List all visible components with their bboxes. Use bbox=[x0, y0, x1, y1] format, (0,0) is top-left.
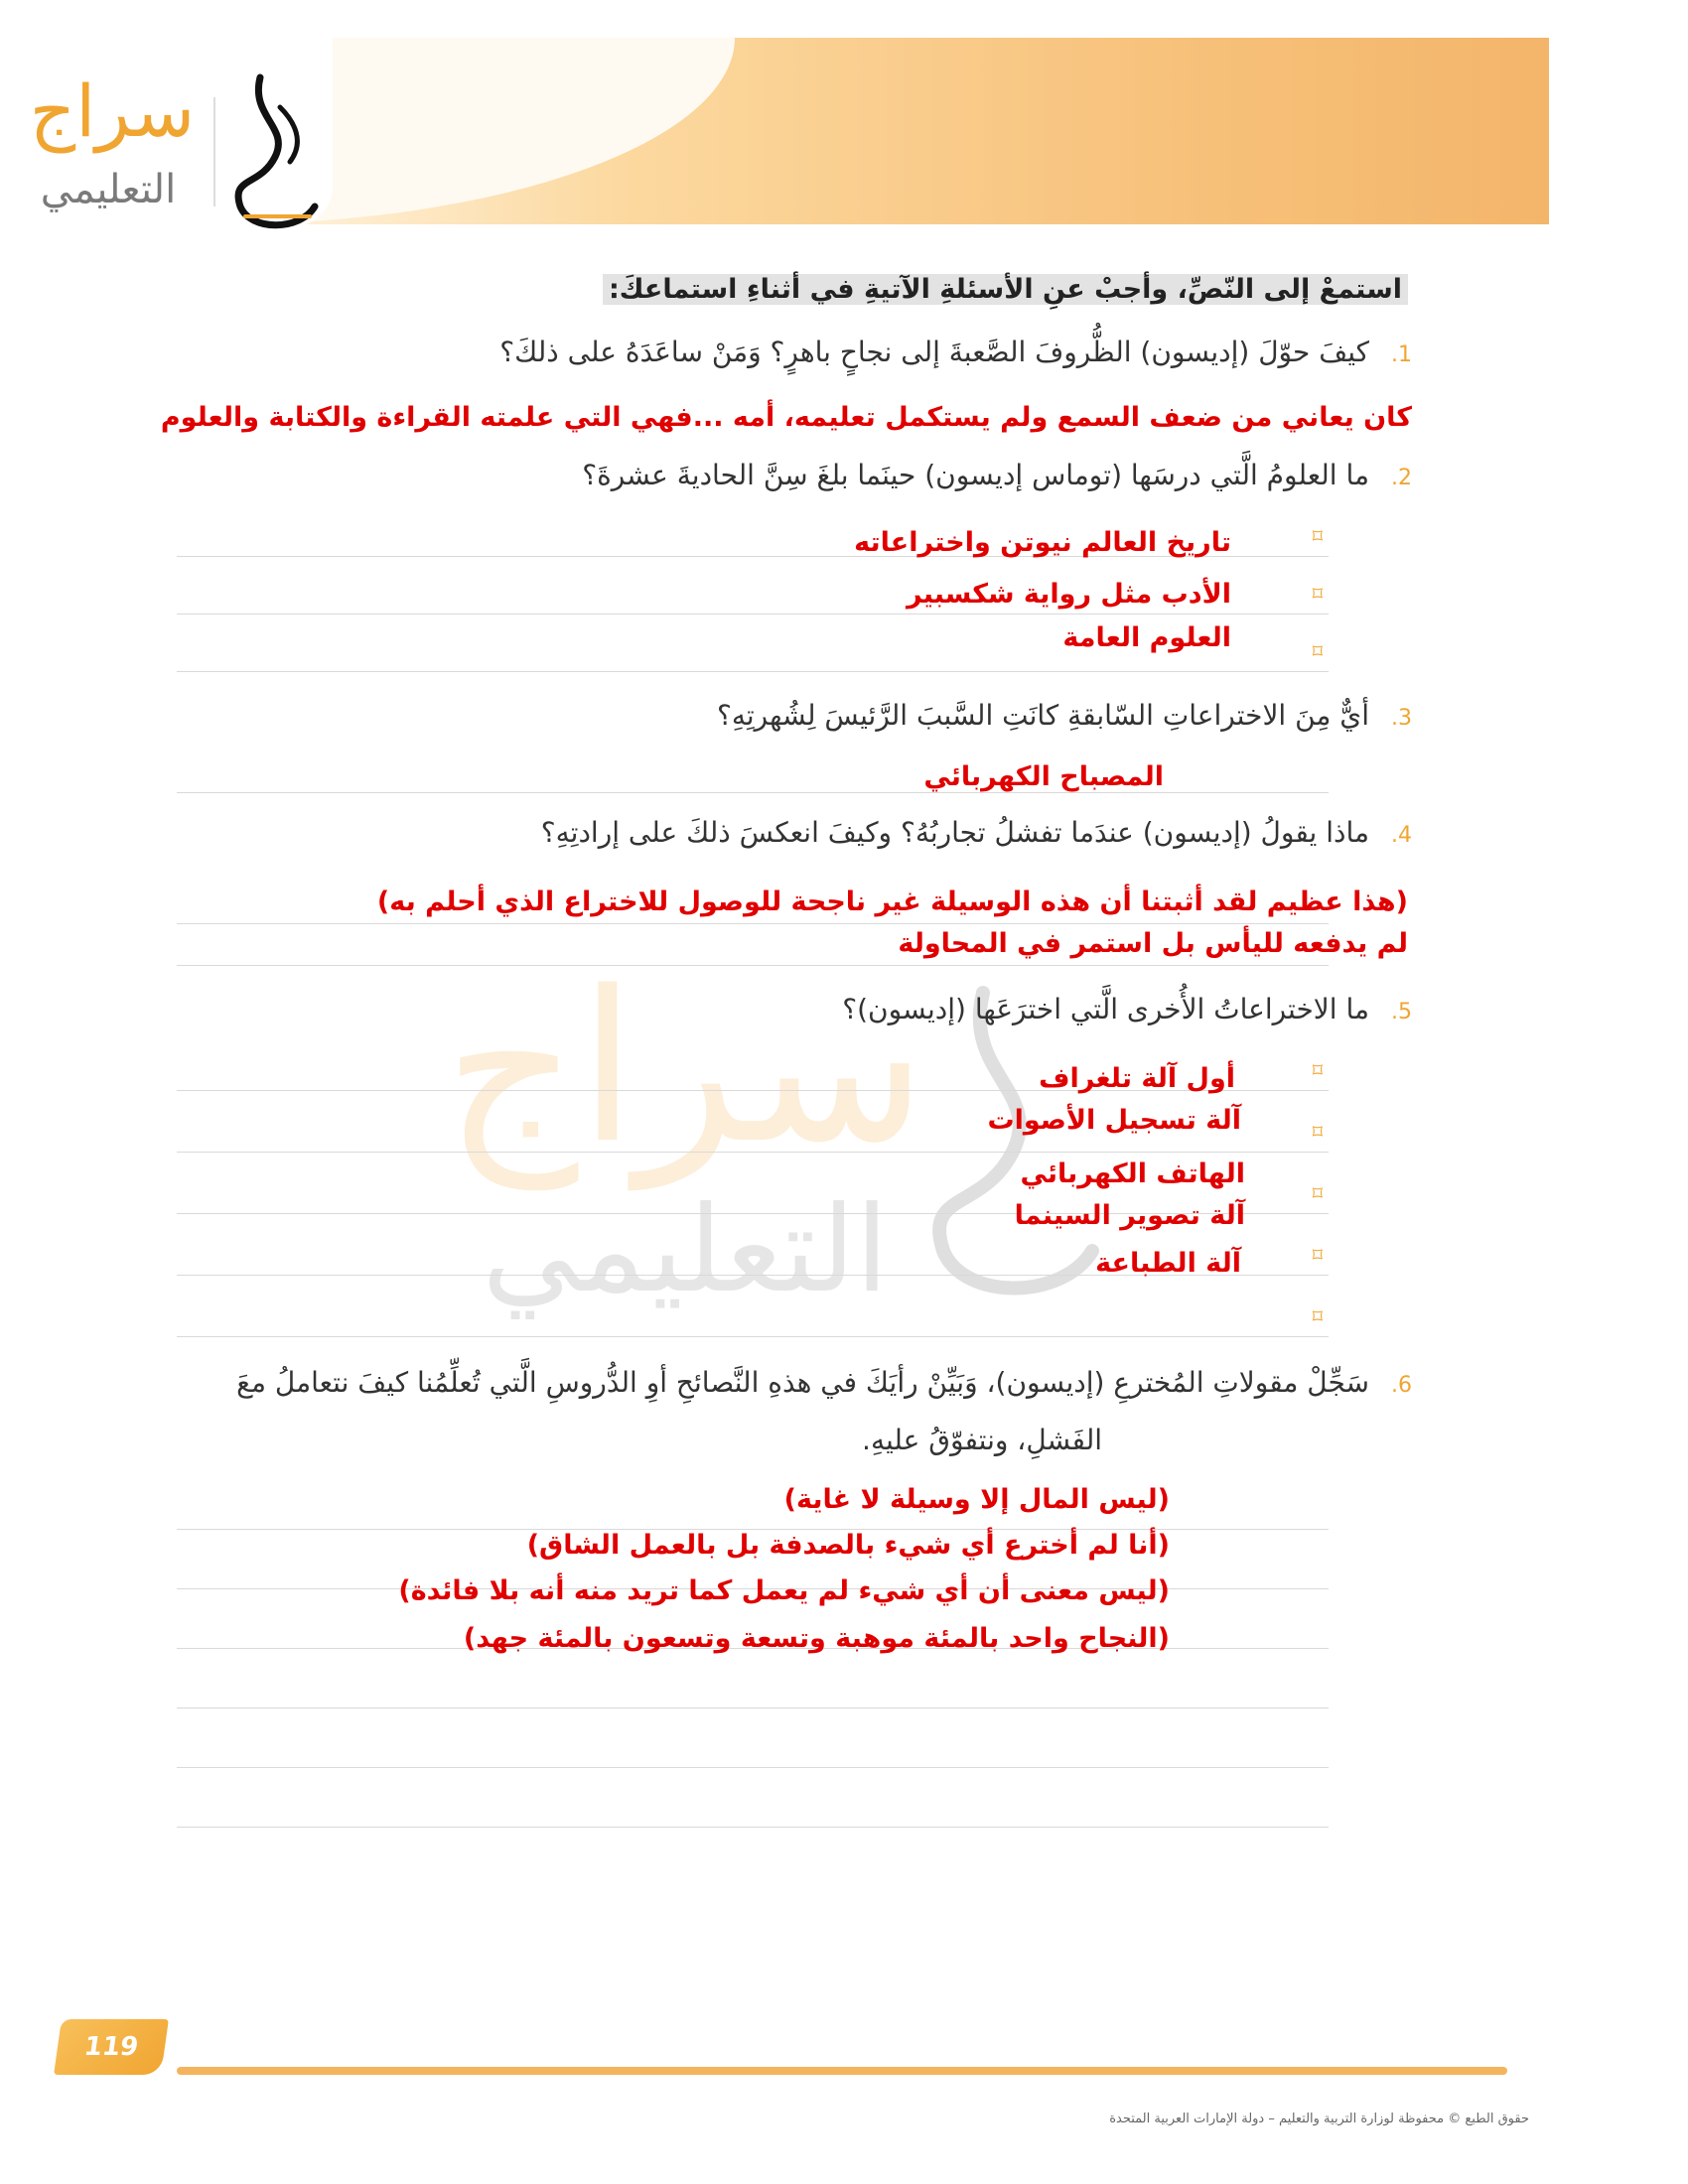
ruled-line bbox=[177, 1152, 1329, 1153]
copyright-text: حقوق الطبع © محفوظة لوزارة التربية والتعليم – دولة الإمارات العربية المتحدة bbox=[1109, 2112, 1529, 2126]
page-number-badge: 119 bbox=[54, 2019, 169, 2075]
question-1 bbox=[499, 336, 1412, 368]
question-number: 5. bbox=[1391, 1000, 1412, 1024]
logo bbox=[0, 28, 333, 226]
answer-5-item: آلة تصوير السينما bbox=[1014, 1200, 1245, 1231]
answer-5-item: آلة الطباعة bbox=[1095, 1248, 1241, 1279]
watermark-brand-small: التعليمي bbox=[482, 1181, 889, 1319]
answer-1: كان يعاني من ضعف السمع ولم يستكمل تعليمه، أمه ...فهي التي علمته القراءة والكتابة والعلوم bbox=[160, 402, 1412, 433]
answer-2-item: تاريخ العالم نيوتن واختراعاته bbox=[854, 527, 1231, 558]
ruled-line bbox=[177, 671, 1329, 672]
question-number: 3. bbox=[1391, 706, 1412, 731]
bullet-icon: ⌑ bbox=[1312, 1181, 1323, 1205]
question-number: 2. bbox=[1391, 466, 1412, 490]
calligraphy-logo-icon bbox=[220, 68, 330, 246]
bullet-icon: ⌑ bbox=[1312, 1058, 1323, 1082]
answer-6-line: (ليس المال إلا وسيلة لا غاية) bbox=[783, 1484, 1170, 1515]
question-6-continuation: الفَشلِ، ونتفوّقُ عليهِ. bbox=[862, 1424, 1102, 1456]
logo-separator bbox=[213, 97, 215, 206]
answer-3: المصباح الكهربائي bbox=[923, 761, 1164, 792]
question-text: سَجِّلْ مقولاتِ المُخترعِ (إديسون)، وَبَيِّنْ رأيَكَ في هذهِ النَّصائحِ أوِ الدُّروسِ الَّتي تُعلِّمُنا كيفَ نتعاملُ معَ bbox=[236, 1366, 1369, 1399]
question-text: أيٌّ مِنَ الاختراعاتِ السّابقةِ كانَتِ السَّببَ الرَّئيسَ لِشُهرتِهِ؟ bbox=[716, 699, 1369, 732]
bullet-icon: ⌑ bbox=[1312, 1120, 1323, 1144]
bullet-icon: ⌑ bbox=[1312, 1243, 1323, 1267]
question-6 bbox=[236, 1366, 1412, 1399]
ruled-line bbox=[177, 1707, 1329, 1708]
answer-4-line: لم يدفعه لليأس بل استمر في المحاولة bbox=[898, 928, 1408, 959]
bullet-icon: ⌑ bbox=[1312, 639, 1323, 663]
ruled-line bbox=[177, 1767, 1329, 1768]
question-2 bbox=[582, 459, 1412, 491]
answer-5-item: آلة تسجيل الأصوات bbox=[987, 1105, 1241, 1136]
question-5 bbox=[842, 993, 1412, 1025]
answer-5-item: الهاتف الكهربائي bbox=[1020, 1159, 1245, 1189]
bullet-icon: ⌑ bbox=[1312, 1304, 1323, 1328]
question-number: 4. bbox=[1391, 823, 1412, 848]
answer-6-line: (أنا لم أخترع أي شيء بالصدفة بل بالعمل الشاق) bbox=[526, 1530, 1170, 1561]
answer-6-line: (ليس معنى أن أي شيء لم يعمل كما تريد منه أنه بلا فائدة) bbox=[398, 1575, 1170, 1606]
instruction-heading: استمعْ إلى النّصِّ، وأجبْ عنِ الأسئلةِ الآتيةِ في أثناءِ استماعكَ: bbox=[603, 274, 1408, 305]
bullet-icon: ⌑ bbox=[1312, 524, 1323, 548]
ruled-line bbox=[177, 1827, 1329, 1828]
question-number: 6. bbox=[1391, 1373, 1412, 1398]
watermark-brand-big: سراج bbox=[444, 946, 926, 1189]
answer-2-item: العلوم العامة bbox=[1062, 622, 1231, 653]
question-4 bbox=[541, 816, 1412, 849]
question-text: ما العلومُ الَّتي درسَها (توماس إديسون) حينَما بلغَ سِنَّ الحاديةَ عشرةَ؟ bbox=[582, 459, 1369, 491]
question-number: 1. bbox=[1391, 342, 1412, 367]
footer-bar bbox=[177, 2067, 1507, 2075]
question-3 bbox=[717, 699, 1412, 732]
answer-4-line: (هذا عظيم لقد أثبتنا أن هذه الوسيلة غير ناجحة للوصول للاختراع الذي أحلم به) bbox=[376, 887, 1408, 917]
answer-5-item: أول آلة تلغراف bbox=[1039, 1063, 1235, 1094]
bullet-icon: ⌑ bbox=[1312, 582, 1323, 606]
question-text: ماذا يقولُ (إديسون) عندَما تفشلُ تجاربُهُ؟ وكيفَ انعكسَ ذلكَ على إرادتِهِ؟ bbox=[540, 816, 1369, 849]
answer-6-line: (النجاح واحد بالمئة موهبة وتسعة وتسعون بالمئة جهد) bbox=[463, 1623, 1170, 1654]
question-text: كيفَ حوّلَ (إديسون) الظُّروفَ الصَّعبةَ إلى نجاحٍ باهرٍ؟ وَمَنْ ساعَدَهُ على ذلكَ؟ bbox=[499, 336, 1369, 368]
answer-2-item: الأدب مثل رواية شكسبير bbox=[906, 579, 1231, 610]
ruled-line bbox=[177, 923, 1329, 924]
ruled-line bbox=[177, 965, 1329, 966]
logo-brand-small: التعليمي bbox=[40, 167, 177, 212]
question-text: ما الاختراعاتُ الأُخرى الَّتي اخترَعَها (إديسون)؟ bbox=[842, 993, 1369, 1025]
logo-brand-big: سراج bbox=[29, 69, 196, 153]
ruled-line bbox=[177, 1336, 1329, 1337]
